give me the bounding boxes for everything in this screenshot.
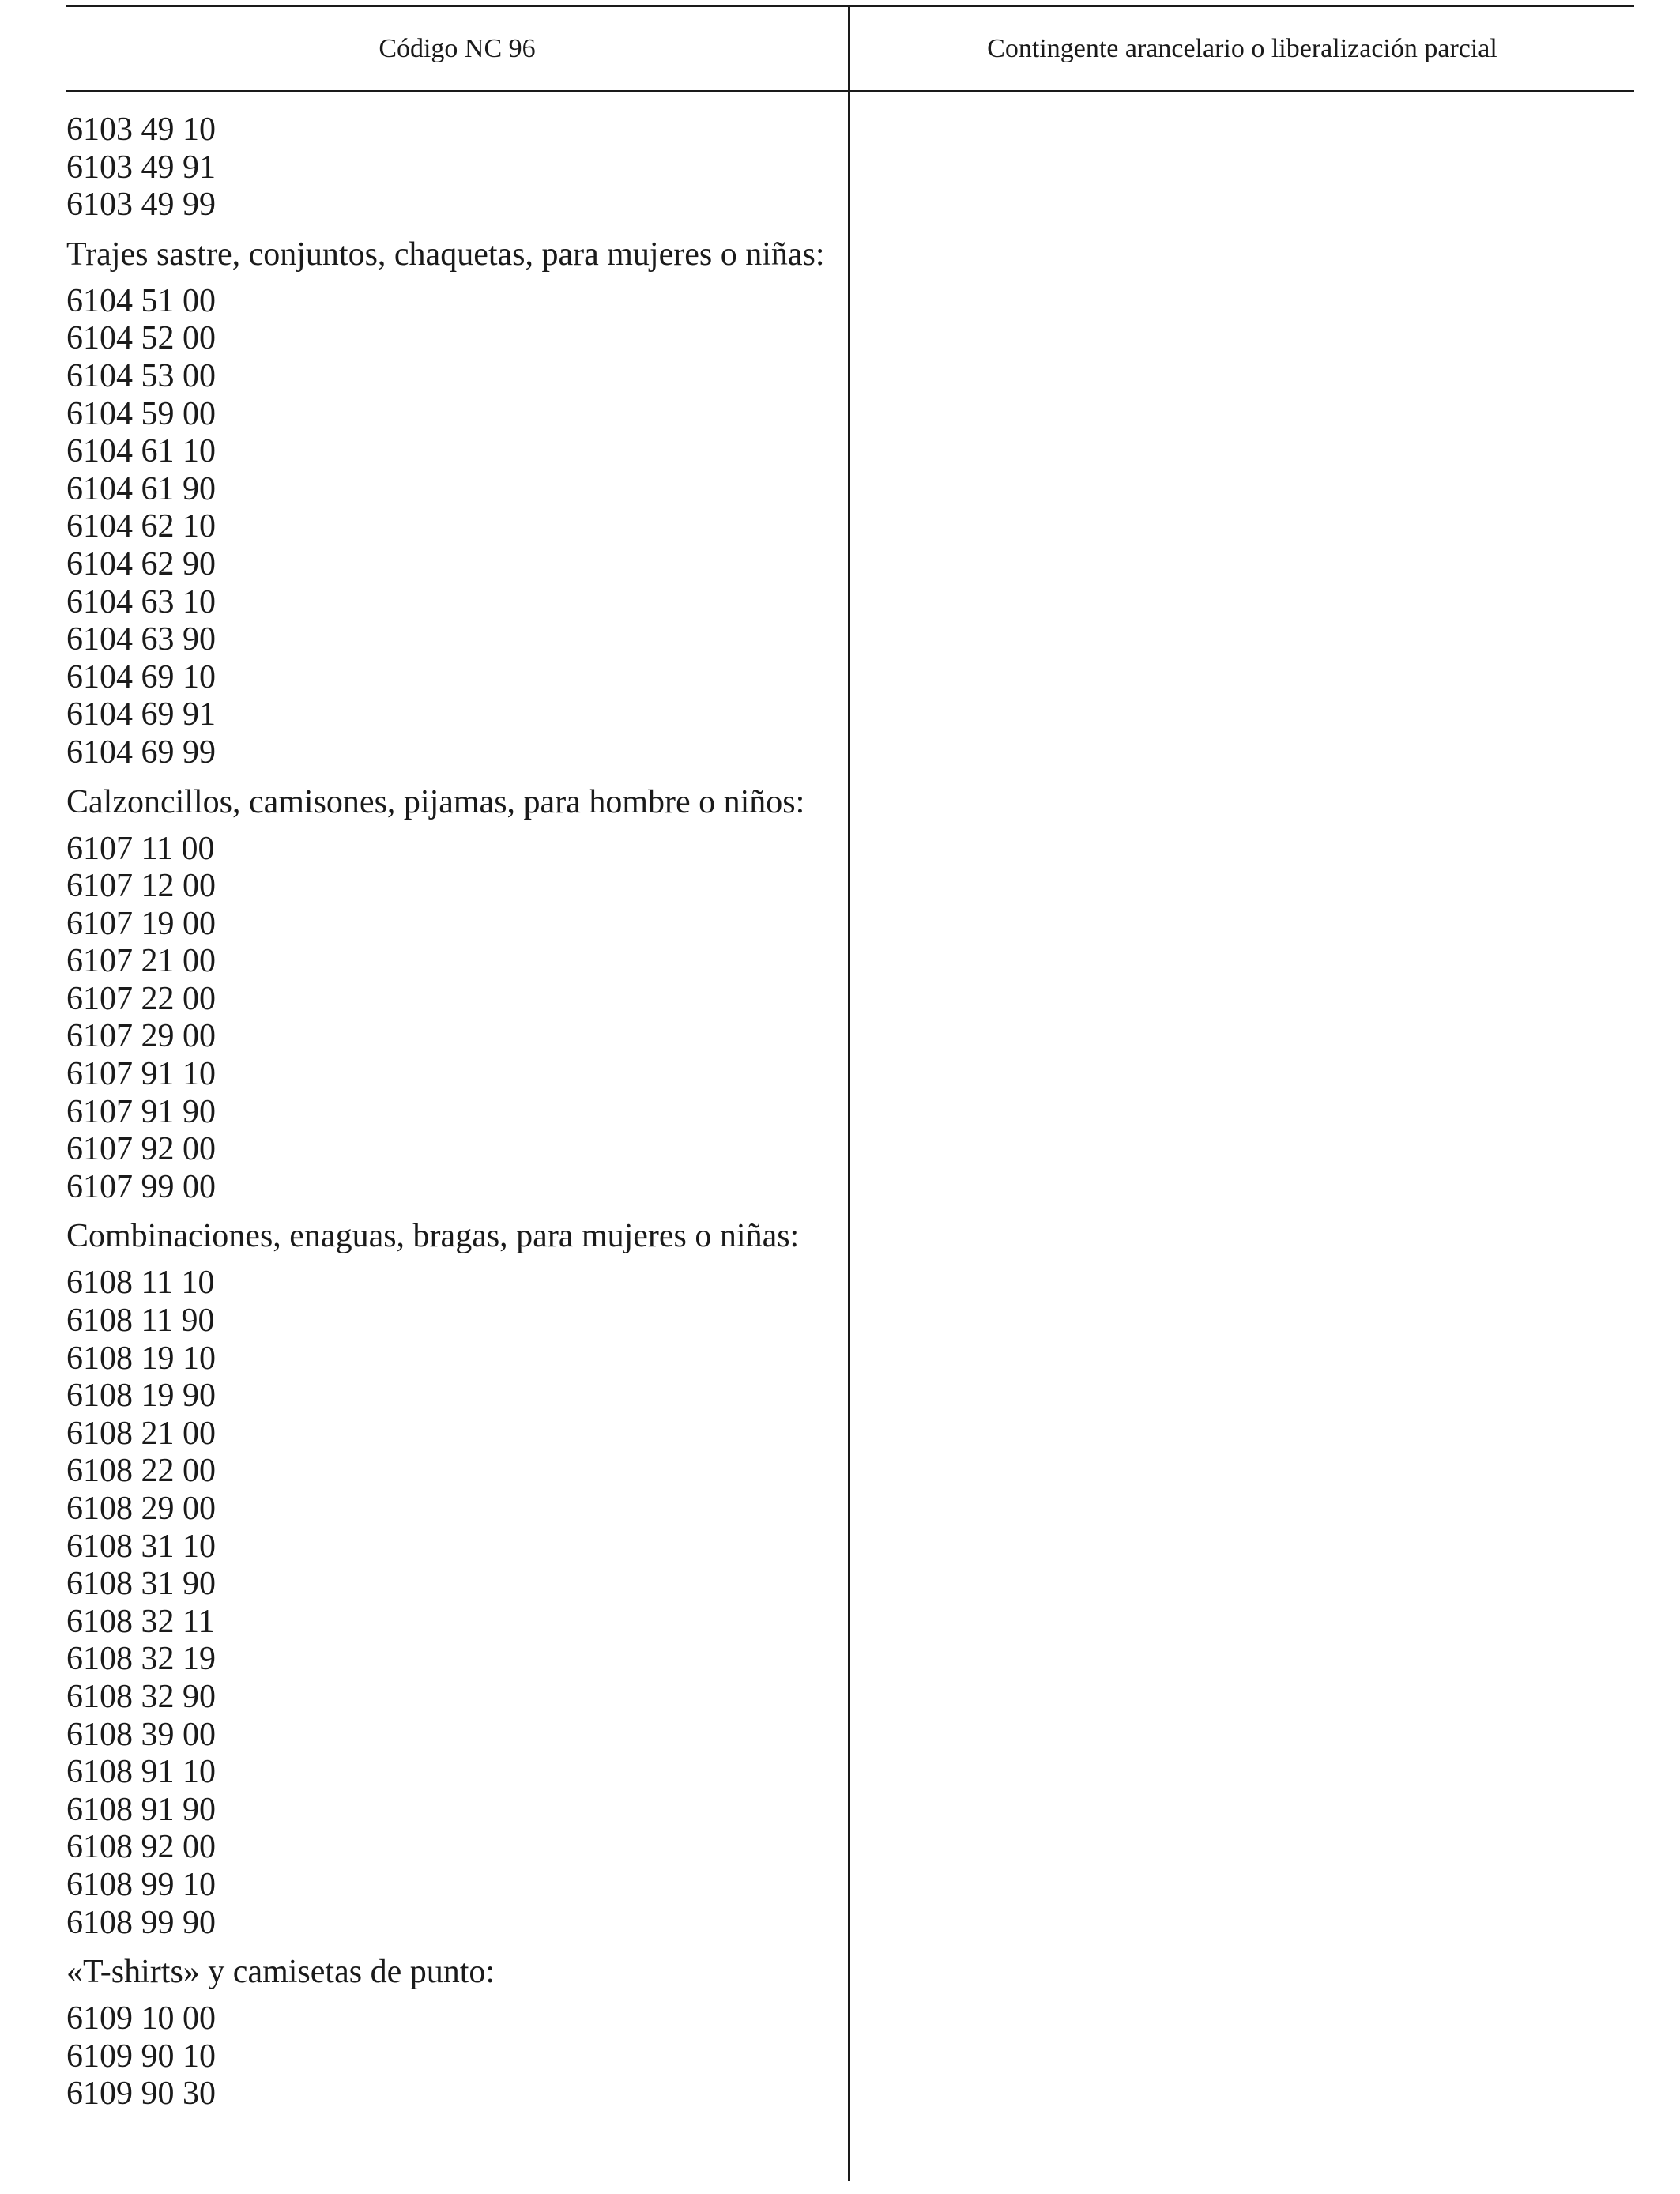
nc-code: 6108 21 00	[66, 1415, 216, 1452]
group-heading: Combinaciones, enaguas, bragas, para mujeres o niñas:	[66, 1218, 800, 1255]
nc-code: 6108 92 00	[66, 1829, 216, 1866]
nc-code: 6108 22 00	[66, 1453, 216, 1490]
nc-code: 6108 11 90	[66, 1302, 215, 1340]
group-heading: «T-shirts» y camisetas de punto:	[66, 1954, 495, 1991]
nc-code: 6108 99 10	[66, 1866, 216, 1903]
nc-code: 6104 53 00	[66, 357, 216, 394]
nc-code: 6108 31 90	[66, 1566, 216, 1603]
column-divider	[848, 5, 850, 2181]
nc-code: 6109 10 00	[66, 2000, 216, 2038]
header-cell-code: Código NC 96	[379, 33, 536, 63]
nc-code: 6107 91 90	[66, 1093, 216, 1130]
nc-code: 6107 11 00	[66, 830, 215, 867]
nc-code: 6107 91 10	[66, 1056, 216, 1093]
group-heading: Trajes sastre, conjuntos, chaquetas, para mujeres o niñas:	[66, 236, 825, 273]
nc-code: 6104 69 99	[66, 733, 216, 771]
nc-code: 6107 99 00	[66, 1168, 216, 1205]
nc-code: 6108 32 90	[66, 1678, 216, 1715]
nc-code: 6104 62 90	[66, 545, 216, 582]
nc-code: 6107 21 00	[66, 943, 216, 980]
nc-code: 6108 19 90	[66, 1378, 216, 1415]
code-column	[66, 111, 841, 2113]
nc-code: 6108 32 11	[66, 1603, 215, 1640]
code-group	[66, 1217, 841, 1942]
nc-code: 6104 69 91	[66, 696, 216, 733]
nc-code: 6108 29 00	[66, 1491, 216, 1527]
code-group	[66, 1953, 841, 2113]
nc-code: 6108 39 00	[66, 1716, 216, 1753]
nc-code: 6104 61 10	[66, 433, 216, 470]
nc-code: 6104 62 10	[66, 508, 216, 545]
group-heading: Calzoncillos, camisones, pijamas, para hombre o niños:	[66, 783, 805, 820]
header-bottom-rule	[66, 90, 1634, 92]
nc-code: 6108 91 90	[66, 1791, 216, 1828]
nc-code: 6103 49 99	[66, 187, 216, 224]
nc-code: 6108 99 90	[66, 1904, 216, 1941]
code-group	[66, 111, 841, 224]
nc-code: 6104 63 90	[66, 621, 216, 658]
nc-code: 6104 61 90	[66, 470, 216, 507]
header-cell-quota: Contingente arancelario o liberalización parcial	[987, 33, 1497, 63]
nc-code: 6104 59 00	[66, 395, 216, 432]
nc-code: 6104 51 00	[66, 282, 216, 319]
nc-code: 6103 49 91	[66, 149, 216, 186]
nc-code: 6109 90 30	[66, 2075, 216, 2113]
nc-code: 6109 90 10	[66, 2038, 216, 2075]
nc-code: 6108 11 10	[66, 1265, 215, 1302]
nc-code: 6108 31 10	[66, 1528, 216, 1565]
nc-code: 6107 92 00	[66, 1131, 216, 1168]
nc-code: 6103 49 10	[66, 111, 216, 148]
nc-code: 6107 19 00	[66, 905, 216, 942]
nc-code: 6108 19 10	[66, 1340, 216, 1377]
tariff-table	[66, 0, 1634, 2181]
nc-code: 6108 91 10	[66, 1754, 216, 1791]
nc-code: 6107 12 00	[66, 868, 216, 905]
nc-code: 6104 69 10	[66, 658, 216, 696]
nc-code: 6107 29 00	[66, 1018, 216, 1055]
nc-code: 6108 32 19	[66, 1641, 216, 1678]
nc-code: 6104 52 00	[66, 320, 216, 357]
nc-code: 6107 22 00	[66, 980, 216, 1017]
code-group	[66, 236, 841, 772]
code-group	[66, 783, 841, 1207]
nc-code: 6104 63 10	[66, 583, 216, 620]
